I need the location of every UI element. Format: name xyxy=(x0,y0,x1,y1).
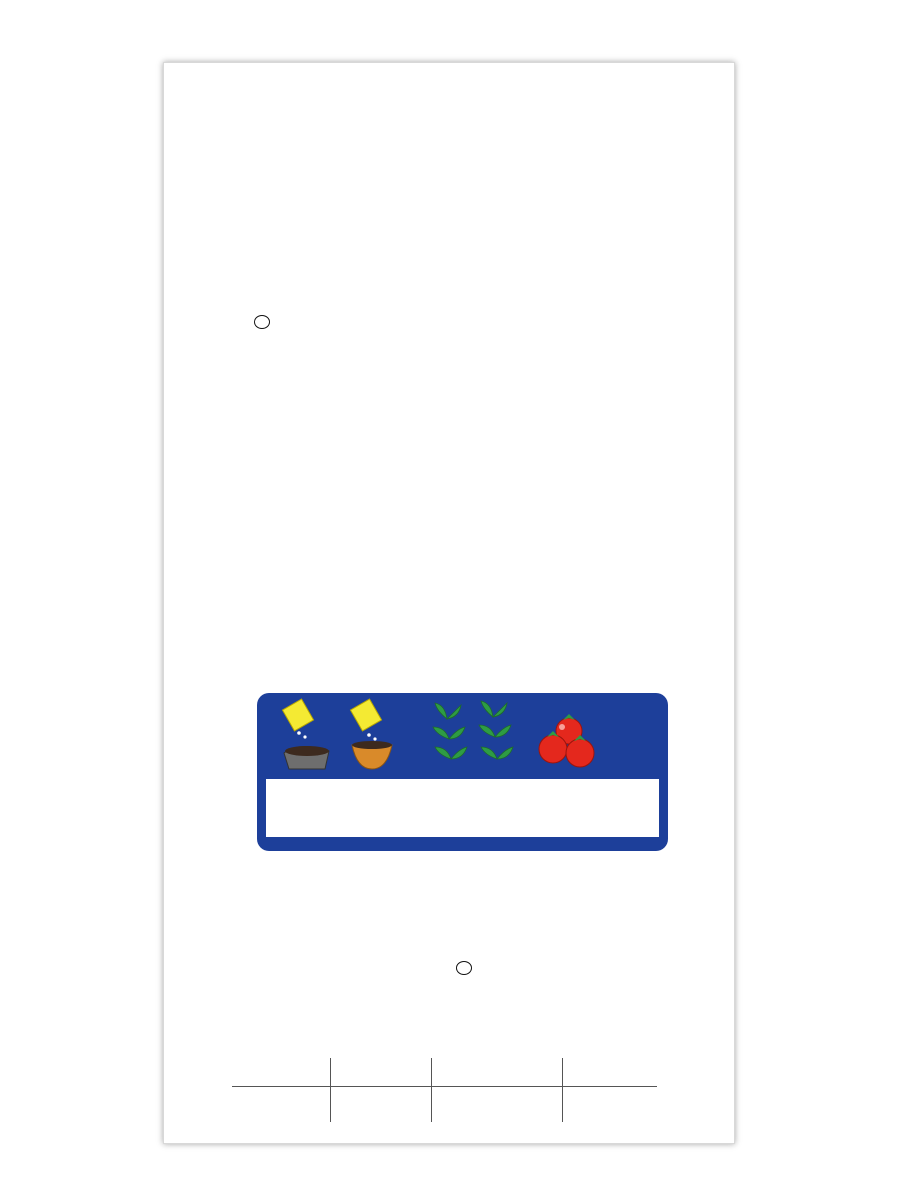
kz-language-icon xyxy=(456,961,472,975)
table-divider xyxy=(431,1058,432,1122)
month-calendar xyxy=(266,779,659,837)
seed-packet-tray-icon xyxy=(282,699,329,769)
table-divider xyxy=(562,1058,563,1122)
kz-language-icon xyxy=(254,315,270,329)
table-divider xyxy=(330,1058,331,1122)
seedlings-icon xyxy=(433,701,513,759)
barcode xyxy=(262,893,444,978)
month-grid xyxy=(266,801,659,837)
sowing-calendar-panel xyxy=(257,693,668,851)
seed-packet-pot-icon xyxy=(350,699,392,769)
tomato-harvest-icon xyxy=(539,714,594,767)
product-subtitle xyxy=(254,315,271,336)
month-row xyxy=(266,779,659,801)
table-rule xyxy=(232,1086,657,1087)
product-description xyxy=(254,351,674,372)
seed-packet-back xyxy=(163,62,735,1144)
calendar-icons xyxy=(257,693,668,773)
